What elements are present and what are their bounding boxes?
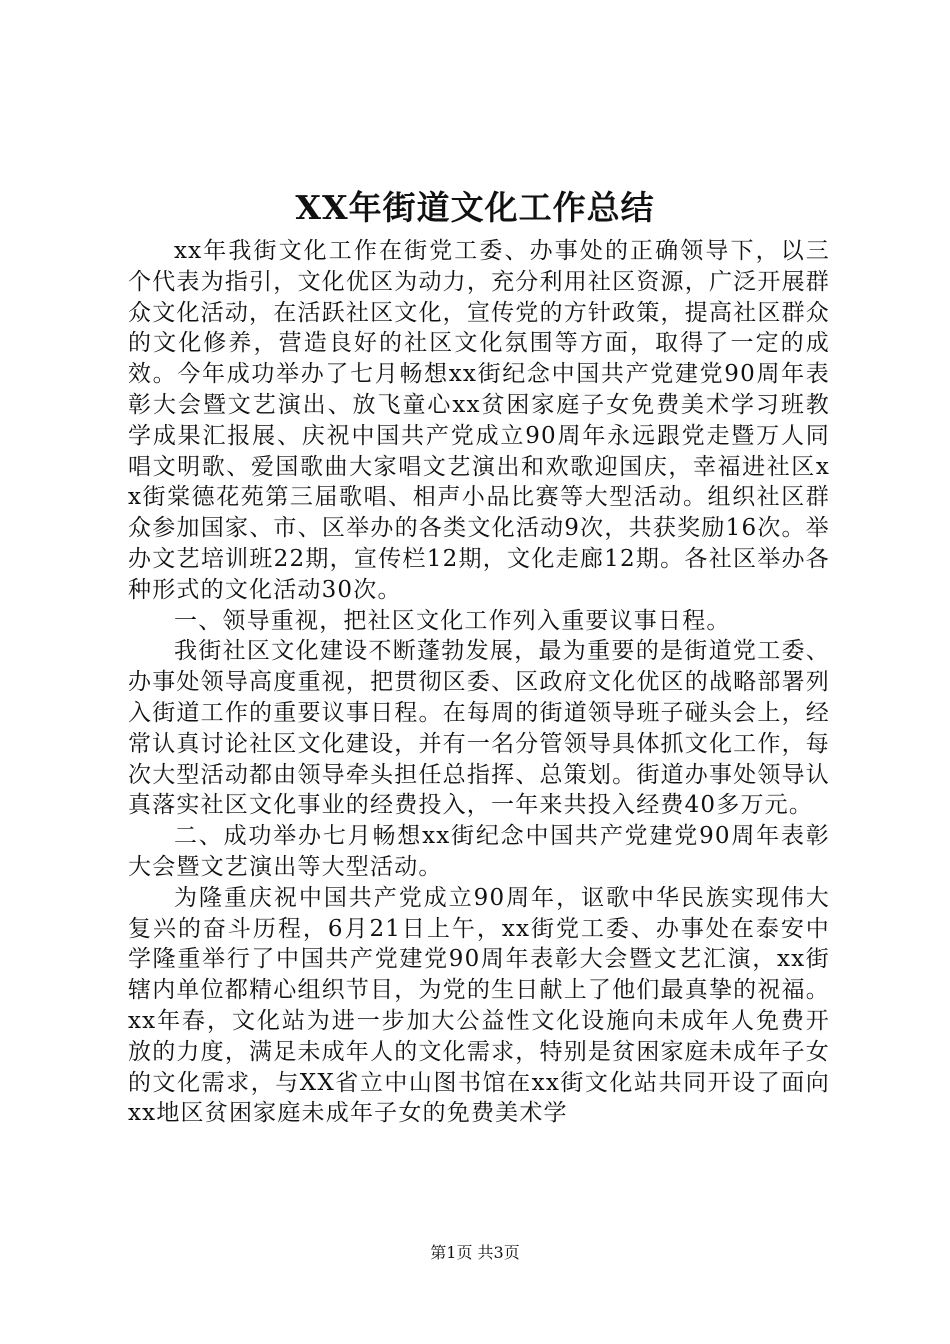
paragraph-intro: xx年我街文化工作在街党工委、办事处的正确领导下，以三个代表为指引，文化优区为动力，充分利用社区资源，广泛开展群众文化活动，在活跃社区文化，宣传党的方针政策，提高社区群众的文化修养，营造良好的社区文化氛围等方面，取得了一定的成效。今年成功举办了七月畅想xx街纪念中国共产党建党90周年表彰大会暨文艺演出、放飞童心xx贫困家庭子女免费美术学习班教学成果汇报展、庆祝中国共产党成立90周年永远跟党走暨万人同唱文明歌、爱国歌曲大家唱文艺演出和欢歌迎国庆，幸福进社区xx街棠德花苑第三届歌唱、相声小品比赛等大型活动。组织社区群众参加国家、市、区举办的各类文化活动9次，共获奖励16次。举办文艺培训班22期，宣传栏12期，文化走廊12期。各社区举办各种形式的文化活动30次。 [128, 238, 830, 603]
paragraph-section-2: 为隆重庆祝中国共产党成立90周年，讴歌中华民族实现伟大复兴的奋斗历程，6月21日上午，xx街党工委、办事处在泰安中学隆重举行了中国共产党建党90周年表彰大会暨文艺汇演，xx街辖内单位都精心组织节目，为党的生日献上了他们最真挚的祝福。xx年春，文化站为进一步加大公益性文化设施向未成年人免费开放的力度，满足未成年人的文化需求，特别是贫困家庭未成年子女的文化需求，与XX省立中山图书馆在xx街文化站共同开设了面向xx地区贫困家庭未成年子女的免费美术学 [128, 884, 830, 1127]
document-title: XX年街道文化工作总结 [295, 188, 655, 227]
section-heading-2: 二、成功举办七月畅想xx街纪念中国共产党建党90周年表彰大会暨文艺演出等大型活动。 [128, 823, 830, 880]
paragraph-section-1: 我街社区文化建设不断蓬勃发展，最为重要的是街道党工委、办事处领导高度重视，把贯彻区委、区政府文化优区的战略部署列入街道工作的重要议事日程。在每周的街道领导班子碰头会上，经常认真讨论社区文化建设，并有一名分管领导具体抓文化工作，每次大型活动都由领导牵头担任总指挥、总策划。街道办事处领导认真落实社区文化事业的经费投入，一年来共投入经费40多万元。 [128, 638, 830, 819]
section-heading-1: 一、领导重视，把社区文化工作列入重要议事日程。 [174, 607, 731, 634]
document-body [128, 236, 830, 1129]
page-footer: 第1页 共3页 [430, 1243, 520, 1262]
